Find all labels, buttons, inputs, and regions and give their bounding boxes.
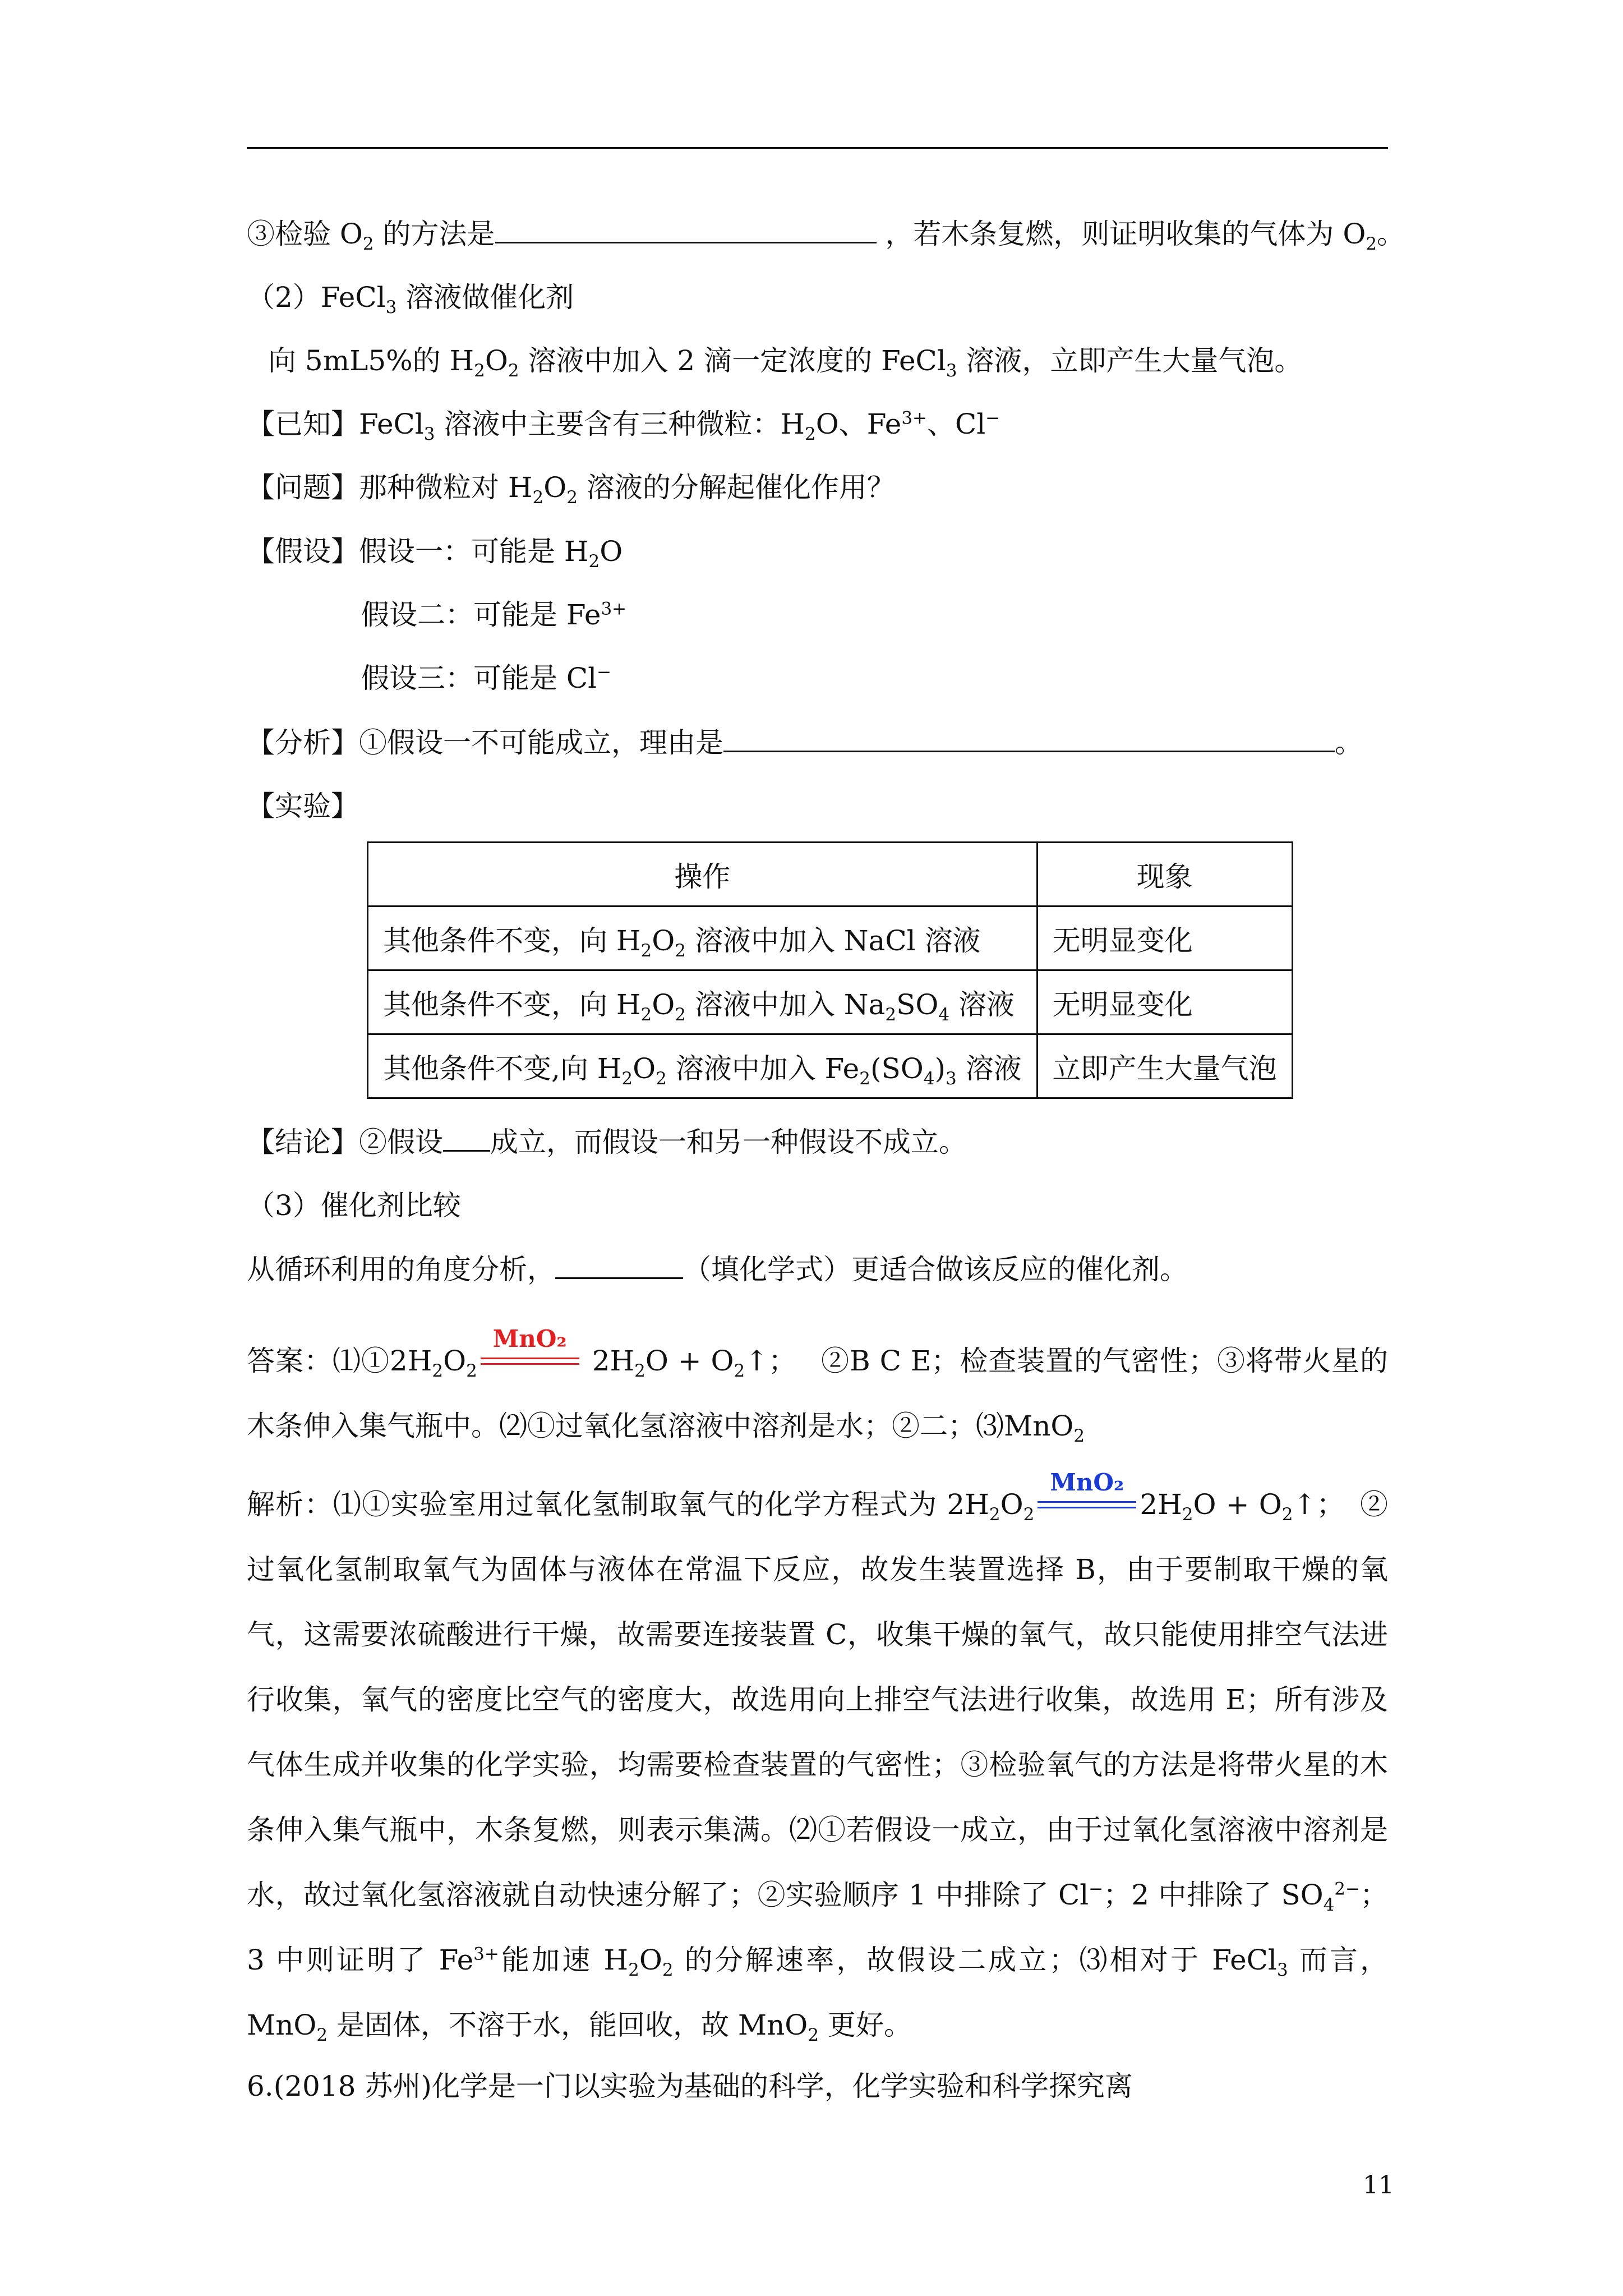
subsection-heading: （2）FeCl$_3$ 溶液做催化剂 <box>247 281 574 318</box>
hypothesis-three: 假设三：可能是 Cl− <box>361 662 612 694</box>
table-row <box>368 970 1293 1034</box>
table-cell-operation: 其他条件不变，向 $H_2O_2$ 溶液中加入 NaCl 溶液 <box>368 907 1038 970</box>
table-row <box>368 1034 1293 1098</box>
table-header-cell: 现象 <box>1037 843 1292 907</box>
answer-blank[interactable] <box>495 215 877 243</box>
analysis-paragraph: 解析：⑴①实验室用过氧化氢制取氧气的化学方程式为 $2H_2O_2$ MnO₂ $2H_2O$ + $O_2↑$； ②过氧化氢制取氧气为固体与液体在常温下反应，故发生装置选择 B，由于要制取干燥的氧气，这需要浓硫酸进行干燥，故需要连接装置 C，收集干燥的氧气，故只能使用排空气法进行收集，氧气的密度比空气的密度大，故选用向上排空气法进行收集，故选用 E；所有涉及气体生成并收集的化学实验，均需要检查装置的气密性；③检验氧气的方法是将带火星的木条伸入集气瓶中，木条复燃，则表示集满。⑵①若假设一成立，由于过氧化氢溶液中溶剂是水，故过氧化氢溶液就自动快速分解了；②实验顺序 1 中排除了 Cl−；2 中排除了 $SO_4^{2-}$；3 中则证明了 $Fe^{3+}$能加速 $H_2O_2$ 的分解速率，故假设二成立；⑶相对于 FeCl$_3$ 而言，MnO$_2$ 是固体，不溶于水，能回收，故 MnO$_2$ 更好。 <box>247 1469 1388 2045</box>
table-cell-operation: 其他条件不变，向 $H_2O_2$ 溶液中加入 $Na_2SO_4$ 溶液 <box>368 970 1038 1034</box>
experiment-heading: 【实验】 <box>247 790 359 822</box>
answer-paragraph: 答案：$⑴①2H_2O_2$ MnO₂ $2H_2O$ + $O_2↑$； ②B C E；检查装置的气密性；③将带火星的木条伸入集气瓶中。⑵①过氧化氢溶液中溶剂是水；②二；⑶MnO$_2$ <box>247 1325 1388 1446</box>
catalyst-comparison-heading: （3）催化剂比较 <box>247 1189 461 1222</box>
experiment-table <box>367 841 1293 1099</box>
table-cell-result: 无明显变化 <box>1037 970 1292 1034</box>
table-row <box>368 907 1293 970</box>
hypothesis-two: 假设二：可能是 $Fe^{3+}$ <box>361 599 627 631</box>
question-6: 6.(2018 苏州)化学是一门以实验为基础的科学，化学实验和科学探究离 <box>247 2070 1133 2102</box>
analysis-line: 【分析】①假设一不可能成立，理由是 。 <box>247 724 1363 761</box>
answer-blank[interactable] <box>443 1123 490 1152</box>
question-line: 【问题】那种微粒对 $H_2O_2$ 溶液的分解起催化作用？ <box>247 471 895 508</box>
conclusion-line: 【结论】②假设 成立，而假设一和另一种假设不成立。 <box>247 1123 967 1161</box>
answer-blank[interactable] <box>723 724 1335 752</box>
table-cell-result: 立即产生大量气泡 <box>1037 1034 1292 1098</box>
page-number: 11 <box>1363 2171 1394 2200</box>
reaction-condition: MnO₂ <box>1034 1490 1140 1524</box>
known-line: 【已知】FeCl$_3$ 溶液中主要含有三种微粒：$H_2O$、$Fe^{3+}$、Cl− <box>247 408 1000 444</box>
hypothesis-one: 【假设】假设一：可能是 $H_2O$ <box>247 535 623 572</box>
question-line-o2-test: ③检验 $O_2$ 的方法是 ，若木条复燃，则证明收集的气体为 $O_2$。 <box>247 215 1405 252</box>
table-header-cell: 操作 <box>368 843 1038 907</box>
table-header-row <box>368 843 1293 907</box>
table-cell-operation: 其他条件不变,向 $H_2O_2$ 溶液中加入 $Fe_2(SO_4)_3$ 溶液 <box>368 1034 1038 1098</box>
catalyst-question-line: 从循环利用的角度分析， （填化学式）更适合做该反应的催化剂。 <box>247 1250 1188 1288</box>
experiment-description: 向 5mL5%的 $H_2O_2$ 溶液中加入 2 滴一定浓度的 FeCl$_3$ 溶液，立即产生大量气泡。 <box>268 344 1303 381</box>
table-cell-result: 无明显变化 <box>1037 907 1292 970</box>
answer-blank[interactable] <box>555 1250 683 1279</box>
header-rule <box>247 147 1388 149</box>
reaction-condition: MnO₂ <box>477 1346 583 1380</box>
